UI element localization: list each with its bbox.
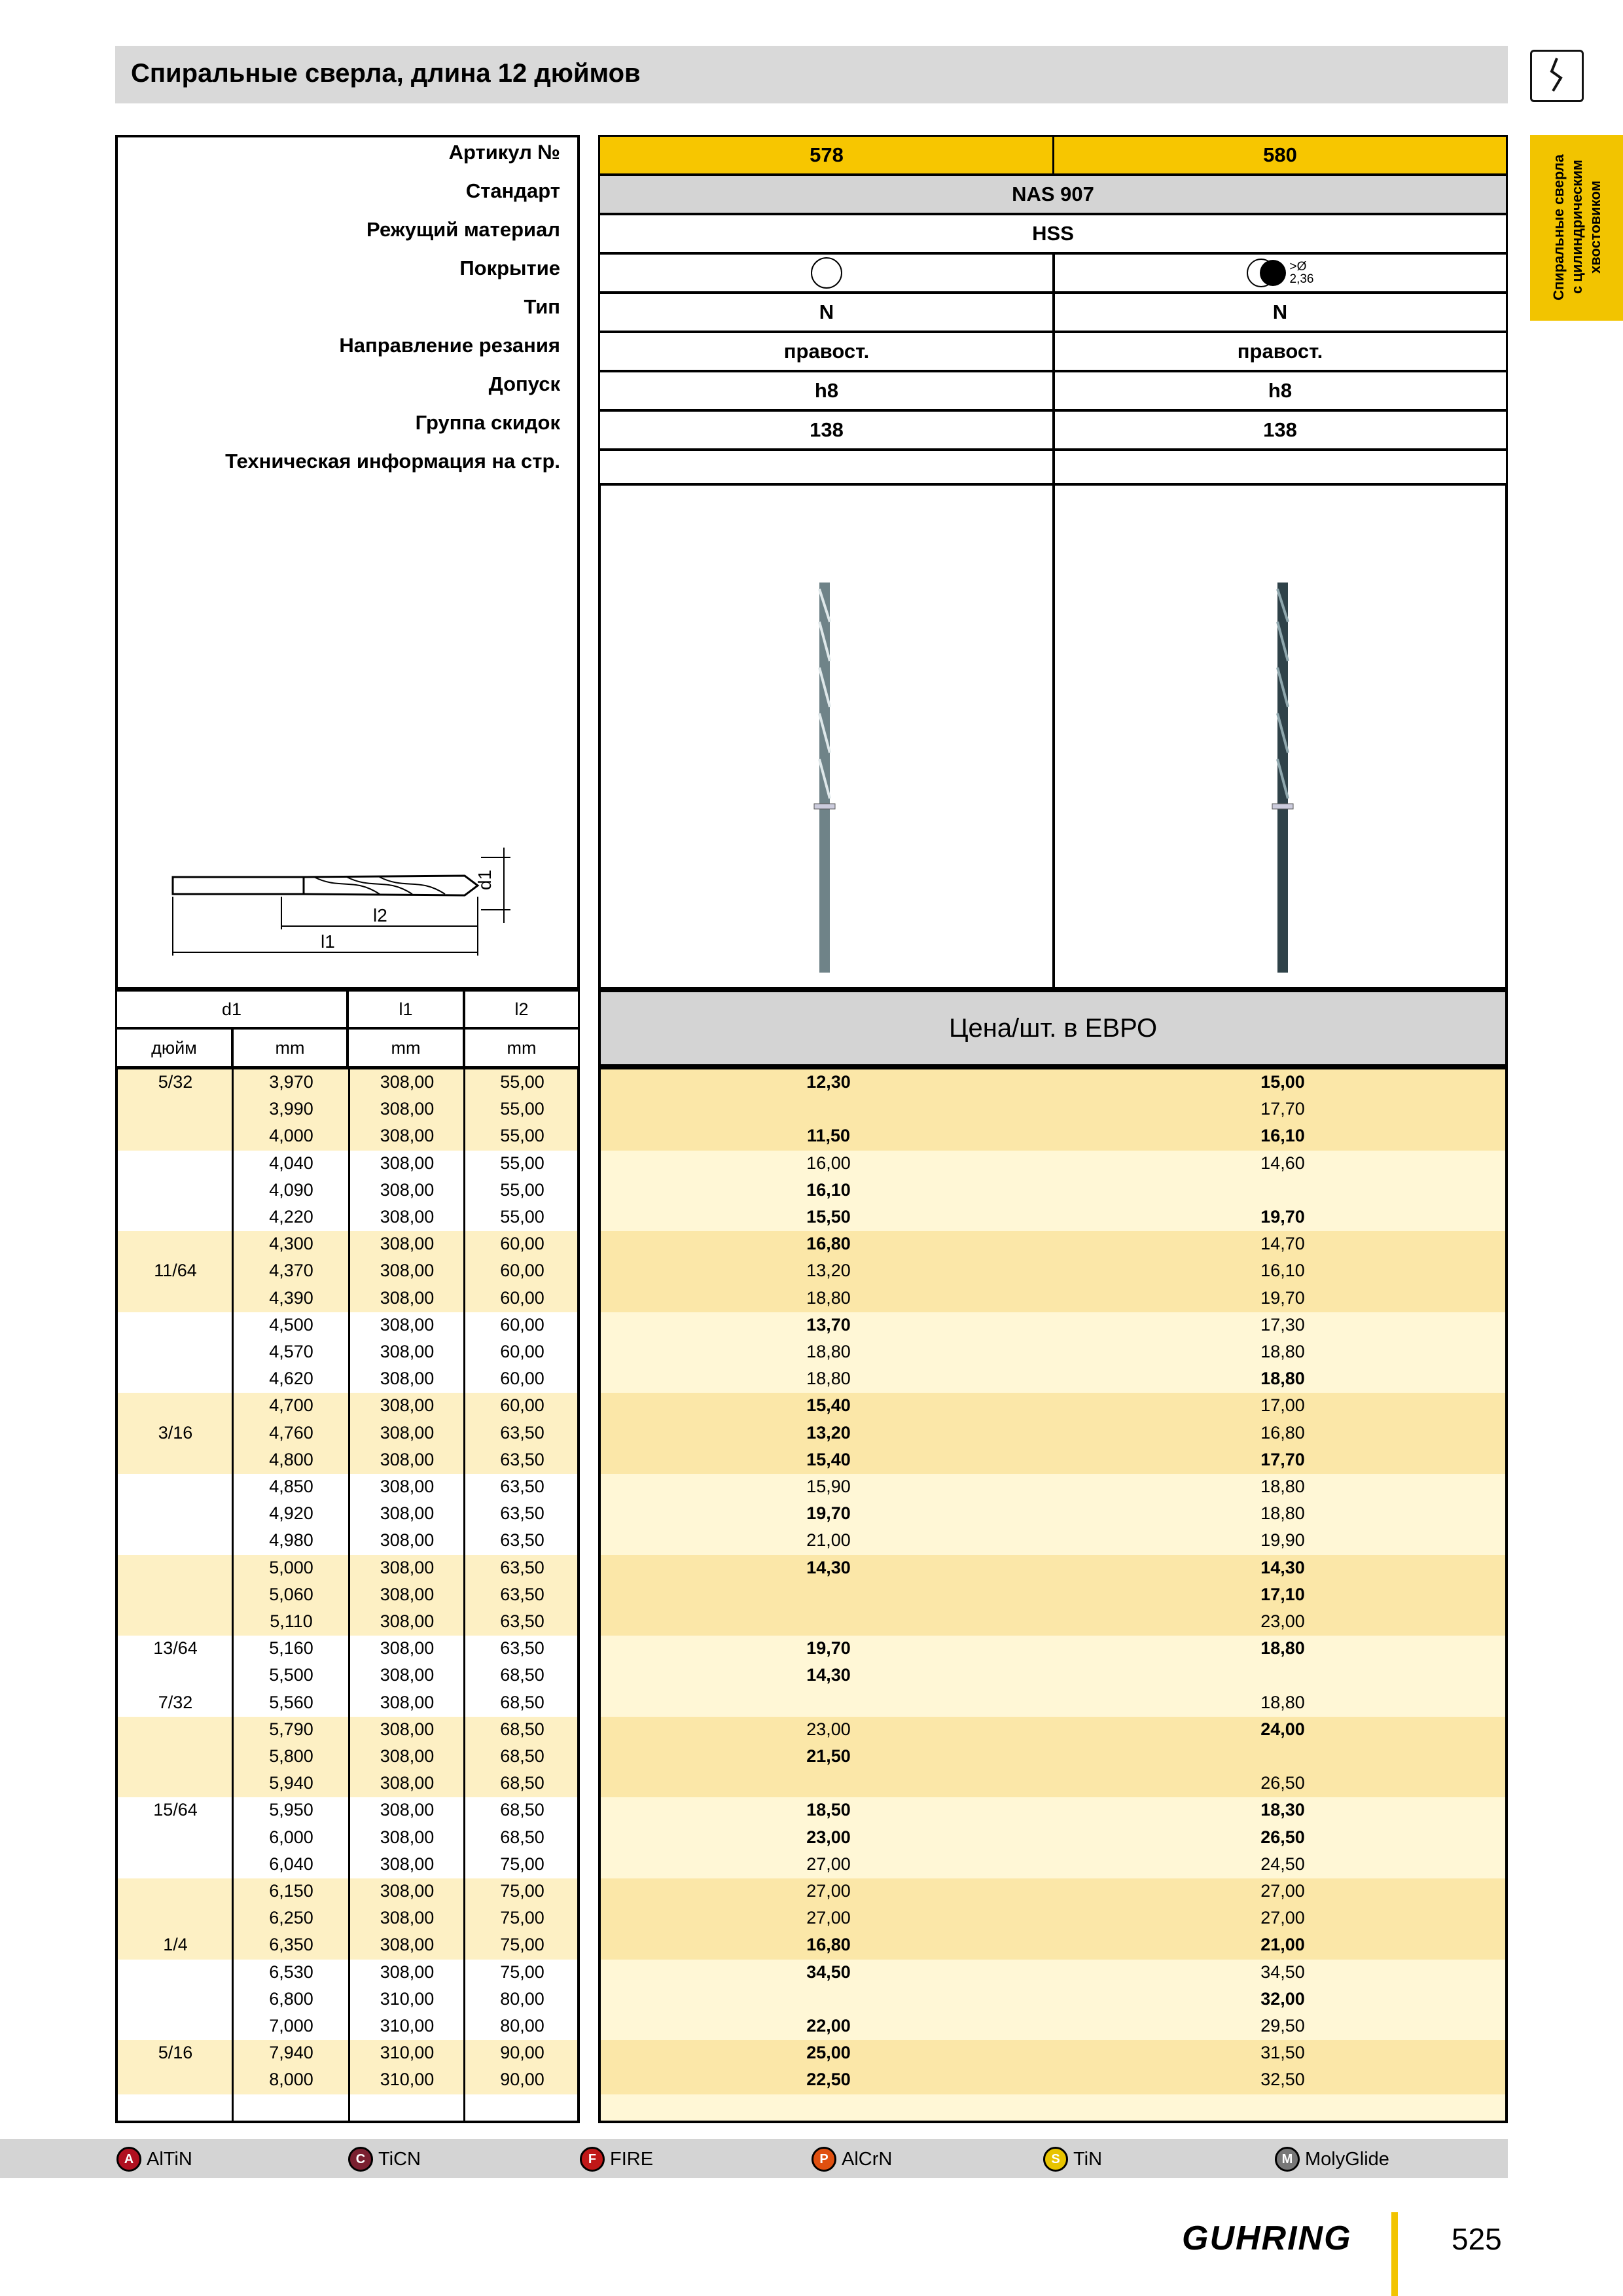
- row-band: [601, 2040, 1505, 2094]
- price-580: 17,70: [1260, 1449, 1305, 1469]
- cell-l2: 63,50: [500, 1503, 544, 1524]
- cell-d: 4,370: [269, 1261, 313, 1281]
- brand-logo: GUHRING: [1182, 2219, 1352, 2257]
- cell-l2: 68,50: [500, 1719, 544, 1739]
- cell-d: 5,560: [269, 1692, 313, 1712]
- cell-l2: 80,00: [500, 1988, 544, 2009]
- price-578: 15,50: [806, 1207, 851, 1227]
- cell-l1: 308,00: [380, 1072, 435, 1092]
- cell-l1: 310,00: [380, 2070, 435, 2090]
- cell-d: 5,500: [269, 1665, 313, 1685]
- article-580: 580: [1052, 135, 1508, 175]
- cell-l2: 55,00: [500, 1153, 544, 1173]
- spec-label: Стандарт: [465, 179, 560, 202]
- cell-inch: 13/64: [153, 1638, 198, 1659]
- price-580: 24,00: [1260, 1719, 1305, 1739]
- price-578: 22,00: [806, 2016, 851, 2036]
- cell-l2: 63,50: [500, 1584, 544, 1604]
- l2-label: l2: [373, 905, 387, 925]
- cell-d: 3,970: [269, 1072, 313, 1092]
- legend-item: [580, 2147, 653, 2172]
- techinfo-578: [598, 449, 1055, 486]
- cell-l1: 308,00: [380, 1234, 435, 1254]
- cell-d: 4,090: [269, 1179, 313, 1200]
- price-578: 19,70: [806, 1638, 851, 1659]
- cell-d: 4,700: [269, 1395, 313, 1416]
- legend-item: [116, 2147, 192, 2172]
- row-band: [601, 1231, 1505, 1312]
- cell-l2: 75,00: [500, 1935, 544, 1955]
- drill-diagram: [164, 844, 530, 975]
- legend-item: [348, 2147, 421, 2172]
- cell-l1: 308,00: [380, 1503, 435, 1524]
- coating-molyglide-icon: M: [1275, 2147, 1300, 2172]
- coating-alcrn-icon: P: [812, 2147, 836, 2172]
- cell-l1: 308,00: [380, 1449, 435, 1469]
- dim-header-inch: дюйм: [115, 1028, 233, 1068]
- coating-note: >Ø: [1289, 260, 1307, 274]
- dim-header-d1: d1: [115, 990, 348, 1029]
- cell-d: 6,040: [269, 1854, 313, 1874]
- cell-d: 6,530: [269, 1962, 313, 1982]
- legend-item: [1275, 2147, 1389, 2172]
- legend-item: [1043, 2147, 1102, 2172]
- price-578: 18,80: [806, 1369, 851, 1389]
- dim-header-l2: l2: [463, 990, 580, 1029]
- spec-label: Группа скидок: [415, 411, 560, 434]
- cell-l2: 60,00: [500, 1314, 544, 1335]
- row-band: [601, 1393, 1505, 1474]
- cell-l2: 75,00: [500, 1881, 544, 1901]
- cell-l2: 75,00: [500, 1908, 544, 1928]
- cell-l1: 308,00: [380, 1719, 435, 1739]
- price-578: 27,00: [806, 1908, 851, 1928]
- price-578: 15,40: [806, 1395, 851, 1416]
- spec-label: Артикул №: [448, 141, 560, 164]
- cell-l1: 308,00: [380, 1962, 435, 1982]
- cell-d: 4,850: [269, 1477, 313, 1496]
- spec-label: Режущий материал: [366, 218, 560, 241]
- price-580: 18,80: [1260, 1369, 1305, 1389]
- price-580: 16,10: [1260, 1261, 1305, 1281]
- cell-l2: 60,00: [500, 1234, 544, 1254]
- price-580: 18,80: [1260, 1342, 1305, 1361]
- cell-l1: 308,00: [380, 1369, 435, 1389]
- column-divider: [463, 1069, 465, 2121]
- coating-ticn-icon: C: [348, 2147, 373, 2172]
- price-578: 27,00: [806, 1854, 851, 1874]
- cell-l1: 310,00: [380, 2016, 435, 2036]
- price-580: 16,80: [1260, 1422, 1305, 1443]
- price-580: 24,50: [1260, 1854, 1305, 1874]
- cell-l1: 308,00: [380, 1179, 435, 1200]
- cell-l1: 308,00: [380, 1827, 435, 1847]
- dimensions-table: [115, 1067, 580, 2123]
- price-580: 26,50: [1260, 1827, 1305, 1847]
- cell-l2: 68,50: [500, 1827, 544, 1847]
- price-578: 22,50: [806, 2070, 851, 2090]
- cell-d: 5,060: [269, 1584, 313, 1604]
- coating-tin-icon: S: [1043, 2147, 1068, 2172]
- cell-l2: 63,50: [500, 1449, 544, 1469]
- drill-icon: [1530, 50, 1584, 102]
- price-580: 23,00: [1260, 1611, 1305, 1631]
- cell-d: 6,000: [269, 1827, 313, 1847]
- price-580: 31,50: [1260, 2043, 1305, 2063]
- cell-d: 4,300: [269, 1234, 313, 1254]
- tolerance-578: h8: [598, 370, 1055, 411]
- cell-l2: 60,00: [500, 1287, 544, 1308]
- cell-d: 5,950: [269, 1800, 313, 1820]
- cell-inch: 15/64: [153, 1800, 198, 1820]
- cell-l1: 308,00: [380, 1638, 435, 1659]
- cell-l1: 308,00: [380, 1126, 435, 1146]
- legend-label: FIRE: [610, 2148, 654, 2170]
- price-580: 14,60: [1260, 1153, 1305, 1173]
- price-580: 18,80: [1260, 1638, 1305, 1659]
- cell-d: 4,980: [269, 1530, 313, 1551]
- type-578: N: [598, 292, 1055, 332]
- cell-l1: 308,00: [380, 1342, 435, 1361]
- price-580: 18,80: [1260, 1477, 1305, 1496]
- cell-l2: 63,50: [500, 1530, 544, 1551]
- cell-l2: 55,00: [500, 1207, 544, 1227]
- cell-l2: 75,00: [500, 1962, 544, 1982]
- cell-l2: 68,50: [500, 1746, 544, 1766]
- cell-l1: 308,00: [380, 1800, 435, 1820]
- cell-l1: 308,00: [380, 1530, 435, 1551]
- cell-l1: 308,00: [380, 1287, 435, 1308]
- row-band: [601, 1878, 1505, 1960]
- price-580: 34,50: [1260, 1962, 1305, 1982]
- price-578: 11,50: [806, 1126, 851, 1146]
- price-580: 17,30: [1260, 1314, 1305, 1335]
- coating-fire-icon: F: [580, 2147, 605, 2172]
- d1-label: d1: [474, 869, 495, 890]
- legend-item: [812, 2147, 892, 2172]
- price-578: 18,80: [806, 1287, 851, 1308]
- l1-label: l1: [321, 931, 335, 952]
- cell-l1: 308,00: [380, 1692, 435, 1712]
- cell-l1: 308,00: [380, 1881, 435, 1901]
- cell-l2: 63,50: [500, 1477, 544, 1496]
- cell-d: 5,000: [269, 1557, 313, 1577]
- coating-altin-icon: A: [116, 2147, 141, 2172]
- cell-d: 8,000: [269, 2070, 313, 2090]
- techinfo-580: [1052, 449, 1508, 486]
- cell-l2: 55,00: [500, 1126, 544, 1146]
- cell-l2: 55,00: [500, 1099, 544, 1119]
- cell-l1: 310,00: [380, 1988, 435, 2009]
- price-578: 13,70: [806, 1314, 851, 1335]
- type-580: N: [1052, 292, 1508, 332]
- price-578: 18,50: [806, 1800, 851, 1820]
- price-578: 16,80: [806, 1935, 851, 1955]
- spec-label: Покрытие: [459, 257, 560, 279]
- cell-l2: 68,50: [500, 1773, 544, 1793]
- cell-l2: 60,00: [500, 1369, 544, 1389]
- standard-cell: NAS 907: [598, 174, 1508, 215]
- cell-d: 4,390: [269, 1287, 313, 1308]
- price-580: 19,70: [1260, 1287, 1305, 1308]
- coating-note-size: 2,36: [1289, 272, 1314, 286]
- cell-d: 5,160: [269, 1638, 313, 1659]
- cell-l2: 63,50: [500, 1638, 544, 1659]
- cell-inch: 7/32: [158, 1692, 193, 1712]
- price-580: 17,00: [1260, 1395, 1305, 1416]
- cell-l2: 60,00: [500, 1395, 544, 1416]
- coating-cell-580: [1052, 253, 1508, 293]
- cell-d: 4,220: [269, 1207, 313, 1227]
- material-cell: HSS: [598, 213, 1508, 254]
- price-580: 21,00: [1260, 1935, 1305, 1955]
- cell-l2: 80,00: [500, 2016, 544, 2036]
- cell-d: 7,940: [269, 2043, 313, 2063]
- price-578: 14,30: [806, 1665, 851, 1685]
- price-578: 23,00: [806, 1827, 851, 1847]
- price-580: 32,50: [1260, 2070, 1305, 2090]
- cell-d: 4,000: [269, 1126, 313, 1146]
- cell-l2: 63,50: [500, 1611, 544, 1631]
- cell-d: 7,000: [269, 2016, 313, 2036]
- row-band: [601, 1555, 1505, 1636]
- price-580: 18,30: [1260, 1800, 1305, 1820]
- cell-l1: 308,00: [380, 1557, 435, 1577]
- spec-label: Допуск: [488, 372, 560, 395]
- cell-d: 6,150: [269, 1881, 313, 1901]
- spec-label: Техническая информация на стр.: [225, 450, 560, 473]
- price-578: 25,00: [806, 2043, 851, 2063]
- cell-l1: 308,00: [380, 1908, 435, 1928]
- price-580: 26,50: [1260, 1773, 1305, 1793]
- price-578: 15,90: [806, 1477, 851, 1496]
- price-578: 14,30: [806, 1557, 851, 1577]
- cell-d: 5,800: [269, 1746, 313, 1766]
- price-580: 18,80: [1260, 1692, 1305, 1712]
- tolerance-580: h8: [1052, 370, 1508, 411]
- discount-580: 138: [1052, 410, 1508, 450]
- legend-label: AlCrN: [842, 2148, 893, 2170]
- cell-l1: 308,00: [380, 1935, 435, 1955]
- cell-l2: 55,00: [500, 1179, 544, 1200]
- row-band: [601, 1069, 1505, 1151]
- cell-d: 6,350: [269, 1935, 313, 1955]
- dim-header-mm-d: mm: [232, 1028, 348, 1068]
- price-580: 14,30: [1260, 1557, 1305, 1577]
- cell-l2: 60,00: [500, 1342, 544, 1361]
- cell-l1: 310,00: [380, 2043, 435, 2063]
- cell-l1: 308,00: [380, 1773, 435, 1793]
- cell-d: 6,250: [269, 1908, 313, 1928]
- cell-d: 5,110: [270, 1611, 313, 1631]
- cell-l2: 68,50: [500, 1665, 544, 1685]
- price-578: 15,40: [806, 1449, 851, 1469]
- price-578: 19,70: [806, 1503, 851, 1524]
- price-578: 21,00: [806, 1530, 851, 1551]
- cell-l2: 90,00: [500, 2070, 544, 2090]
- discount-578: 138: [598, 410, 1055, 450]
- legend-label: TiN: [1073, 2148, 1103, 2170]
- cell-d: 4,920: [269, 1503, 313, 1524]
- price-578: 34,50: [806, 1962, 851, 1982]
- dim-header-l1: l1: [347, 990, 465, 1029]
- price-578: 13,20: [806, 1261, 851, 1281]
- cell-l1: 308,00: [380, 1584, 435, 1604]
- direction-578: правост.: [598, 331, 1055, 372]
- direction-580: правост.: [1052, 331, 1508, 372]
- cell-l1: 308,00: [380, 1261, 435, 1281]
- price-580: 15,00: [1260, 1072, 1305, 1092]
- page-title: Спиральные сверла, длина 12 дюймов: [131, 59, 641, 88]
- article-578: 578: [598, 135, 1055, 175]
- cell-l2: 90,00: [500, 2043, 544, 2063]
- cell-l1: 308,00: [380, 1665, 435, 1685]
- coating-cell-578: [598, 253, 1055, 293]
- price-578: 12,30: [806, 1072, 851, 1092]
- price-580: 29,50: [1260, 2016, 1305, 2036]
- cell-l2: 68,50: [500, 1800, 544, 1820]
- price-580: 17,10: [1260, 1584, 1305, 1604]
- dim-header-mm-l2: mm: [463, 1028, 580, 1068]
- cell-inch: 11/64: [154, 1261, 197, 1281]
- price-580: 19,90: [1260, 1530, 1305, 1551]
- cell-l1: 308,00: [380, 1422, 435, 1443]
- cell-l1: 308,00: [380, 1314, 435, 1335]
- cell-l1: 308,00: [380, 1611, 435, 1631]
- cell-l1: 308,00: [380, 1207, 435, 1227]
- cell-l1: 308,00: [380, 1746, 435, 1766]
- cell-d: 5,790: [269, 1719, 313, 1739]
- cell-d: 4,760: [269, 1422, 313, 1443]
- price-580: 14,70: [1260, 1234, 1305, 1254]
- price-578: 27,00: [806, 1881, 851, 1901]
- column-divider: [348, 1069, 350, 2121]
- page-number: 525: [1452, 2222, 1502, 2256]
- cell-l1: 308,00: [380, 1854, 435, 1874]
- drill-image-578: [812, 583, 838, 975]
- legend-label: AlTiN: [147, 2148, 192, 2170]
- price-578: 21,50: [806, 1746, 851, 1766]
- price-580: 27,00: [1260, 1908, 1305, 1928]
- spec-label: Тип: [524, 295, 560, 318]
- cell-inch: 3/16: [158, 1422, 193, 1443]
- image-divider: [1052, 483, 1055, 990]
- row-band: [601, 1717, 1505, 1798]
- drill-image-580: [1270, 583, 1296, 975]
- legend-label: MolyGlide: [1305, 2148, 1389, 2170]
- price-580: 32,00: [1260, 1988, 1305, 2009]
- cell-l2: 63,50: [500, 1557, 544, 1577]
- side-tab-label: Спиральные сверла с цилиндрическим хвостовиком: [1550, 154, 1603, 300]
- price-578: 18,80: [806, 1342, 851, 1361]
- cell-d: 4,500: [269, 1314, 313, 1335]
- price-578: 16,00: [806, 1153, 851, 1173]
- brand-divider: [1391, 2212, 1398, 2296]
- cell-l2: 60,00: [500, 1261, 544, 1281]
- cell-l2: 63,50: [500, 1422, 544, 1443]
- price-580: 19,70: [1260, 1207, 1305, 1227]
- price-578: 16,80: [806, 1234, 851, 1254]
- cell-d: 4,800: [269, 1449, 313, 1469]
- column-divider: [232, 1069, 234, 2121]
- price-578: 16,10: [806, 1179, 851, 1200]
- price-580: 27,00: [1260, 1881, 1305, 1901]
- cell-d: 6,800: [269, 1988, 313, 2009]
- cell-d: 4,620: [269, 1369, 313, 1389]
- price-578: 13,20: [806, 1422, 851, 1443]
- dim-header-mm-l1: mm: [347, 1028, 465, 1068]
- uncoated-icon: [811, 257, 842, 289]
- cell-inch: 5/32: [158, 1072, 193, 1092]
- price-580: 17,70: [1260, 1099, 1305, 1119]
- price-header: Цена/шт. в ЕВРО: [598, 990, 1508, 1067]
- cell-l1: 308,00: [380, 1153, 435, 1173]
- price-580: 16,10: [1260, 1126, 1305, 1146]
- legend-label: TiCN: [378, 2148, 421, 2170]
- cell-d: 4,040: [269, 1153, 313, 1173]
- coating-icon: [1247, 259, 1286, 287]
- spec-label: Направление резания: [339, 334, 560, 357]
- cell-d: 3,990: [269, 1099, 313, 1119]
- cell-l2: 75,00: [500, 1854, 544, 1874]
- price-table: [598, 1067, 1508, 2123]
- cell-l1: 308,00: [380, 1099, 435, 1119]
- cell-inch: 5/16: [158, 2043, 193, 2063]
- cell-d: 5,940: [269, 1773, 313, 1793]
- cell-l2: 55,00: [500, 1072, 544, 1092]
- price-580: 18,80: [1260, 1503, 1305, 1524]
- cell-l2: 68,50: [500, 1692, 544, 1712]
- cell-inch: 1/4: [163, 1935, 188, 1955]
- cell-d: 4,570: [269, 1342, 313, 1361]
- cell-l1: 308,00: [380, 1395, 435, 1416]
- cell-l1: 308,00: [380, 1477, 435, 1496]
- price-578: 23,00: [806, 1719, 851, 1739]
